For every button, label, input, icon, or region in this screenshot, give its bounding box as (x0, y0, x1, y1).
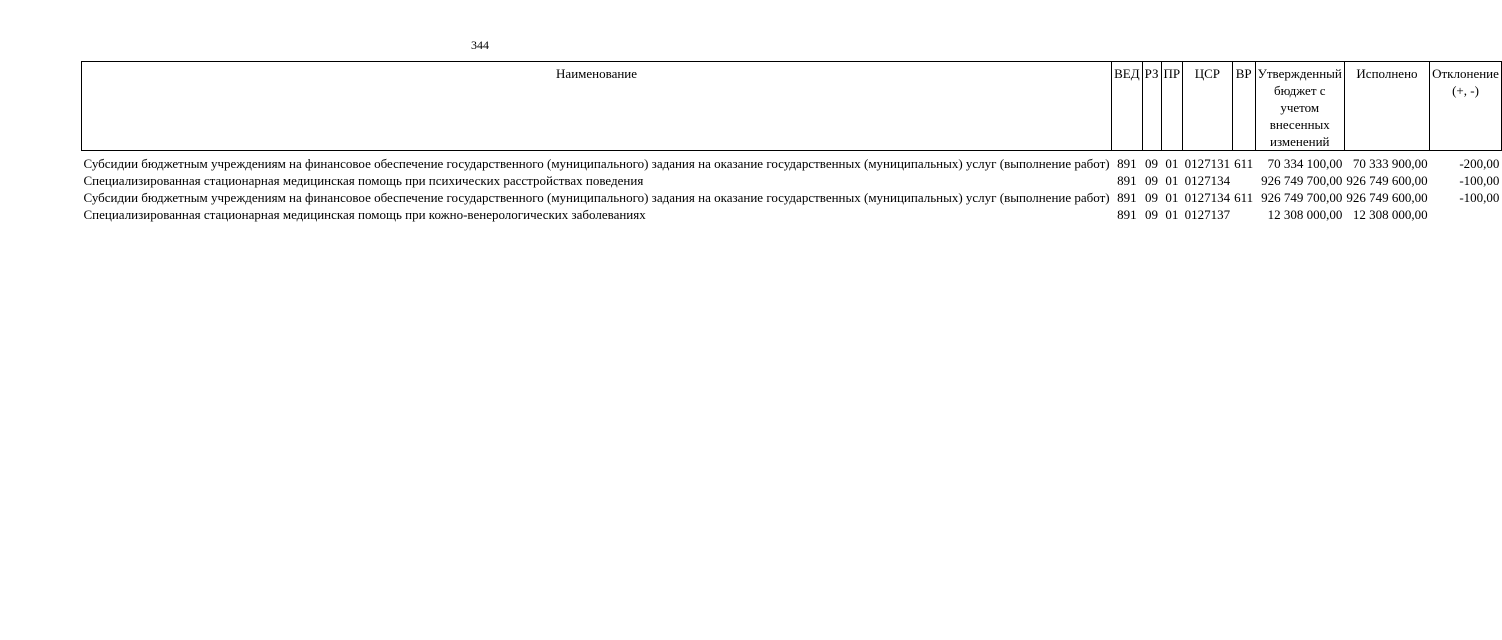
row-rz: 09 (1145, 207, 1159, 222)
table-row (82, 151, 1502, 173)
col-header-rz: РЗ (1142, 62, 1161, 151)
col-header-approved: Утвержденный бюджет с учетом внесенных изменений (1255, 62, 1344, 151)
budget-table (81, 61, 1502, 223)
row-executed: 12 308 000,00 (1352, 207, 1428, 222)
row-vr (1232, 206, 1255, 223)
row-approved: 70 334 100,00 (1267, 156, 1343, 171)
row-rz: 09 (1145, 190, 1159, 205)
row-vr: 611 (1234, 156, 1254, 171)
row-rz: 09 (1145, 173, 1159, 188)
row-rz: 09 (1145, 156, 1159, 171)
row-executed: 926 749 600,00 (1346, 173, 1428, 188)
row-ved: 891 (1117, 207, 1137, 222)
row-name: Субсидии бюджетным учреждениям на финансовое обеспечение государственного (муниципального) задания на оказание государственных (муниципальных) услуг (выполнение работ) (83, 156, 1110, 171)
row-executed: 926 749 600,00 (1346, 190, 1428, 205)
row-pr: 01 (1165, 190, 1179, 205)
page-number: 344 (471, 38, 489, 52)
row-name: Специализированная стационарная медицинская помощь при психических расстройствах поведения (83, 173, 644, 188)
table-row (82, 172, 1502, 189)
row-name: Субсидии бюджетным учреждениям на финансовое обеспечение государственного (муниципального) задания на оказание государственных (муниципальных) услуг (выполнение работ) (83, 190, 1110, 205)
col-header-pr: ПР (1161, 62, 1183, 151)
row-approved: 12 308 000,00 (1267, 207, 1343, 222)
row-csr: 0127134 (1184, 190, 1231, 205)
row-approved: 926 749 700,00 (1261, 190, 1343, 205)
row-deviation: -100,00 (1459, 190, 1500, 205)
row-csr: 0127134 (1184, 173, 1231, 188)
table-row (82, 189, 1502, 206)
col-header-csr: ЦСР (1183, 62, 1233, 151)
table-row (82, 206, 1502, 223)
col-header-executed: Исполнено (1344, 62, 1429, 151)
col-header-ved: ВЕД (1112, 62, 1142, 151)
col-header-name: Наименование (82, 62, 1112, 151)
row-pr: 01 (1165, 156, 1179, 171)
row-vr: 611 (1234, 190, 1254, 205)
col-header-vr: ВР (1232, 62, 1255, 151)
row-csr: 0127131 (1184, 156, 1231, 171)
row-deviation: -100,00 (1459, 173, 1500, 188)
row-executed: 70 333 900,00 (1352, 156, 1428, 171)
col-header-deviation: Отклонение (+, -) (1430, 62, 1502, 151)
row-ved: 891 (1117, 156, 1137, 171)
row-deviation: -200,00 (1459, 156, 1500, 171)
row-deviation (1430, 206, 1502, 223)
row-ved: 891 (1117, 173, 1137, 188)
header-row (82, 62, 1502, 151)
row-pr: 01 (1165, 173, 1179, 188)
row-approved: 926 749 700,00 (1261, 173, 1343, 188)
row-name: Специализированная стационарная медицинская помощь при кожно-венерологических заболеваниях (83, 207, 646, 222)
row-ved: 891 (1117, 190, 1137, 205)
row-pr: 01 (1165, 207, 1179, 222)
row-csr: 0127137 (1184, 207, 1231, 222)
row-vr (1232, 172, 1255, 189)
